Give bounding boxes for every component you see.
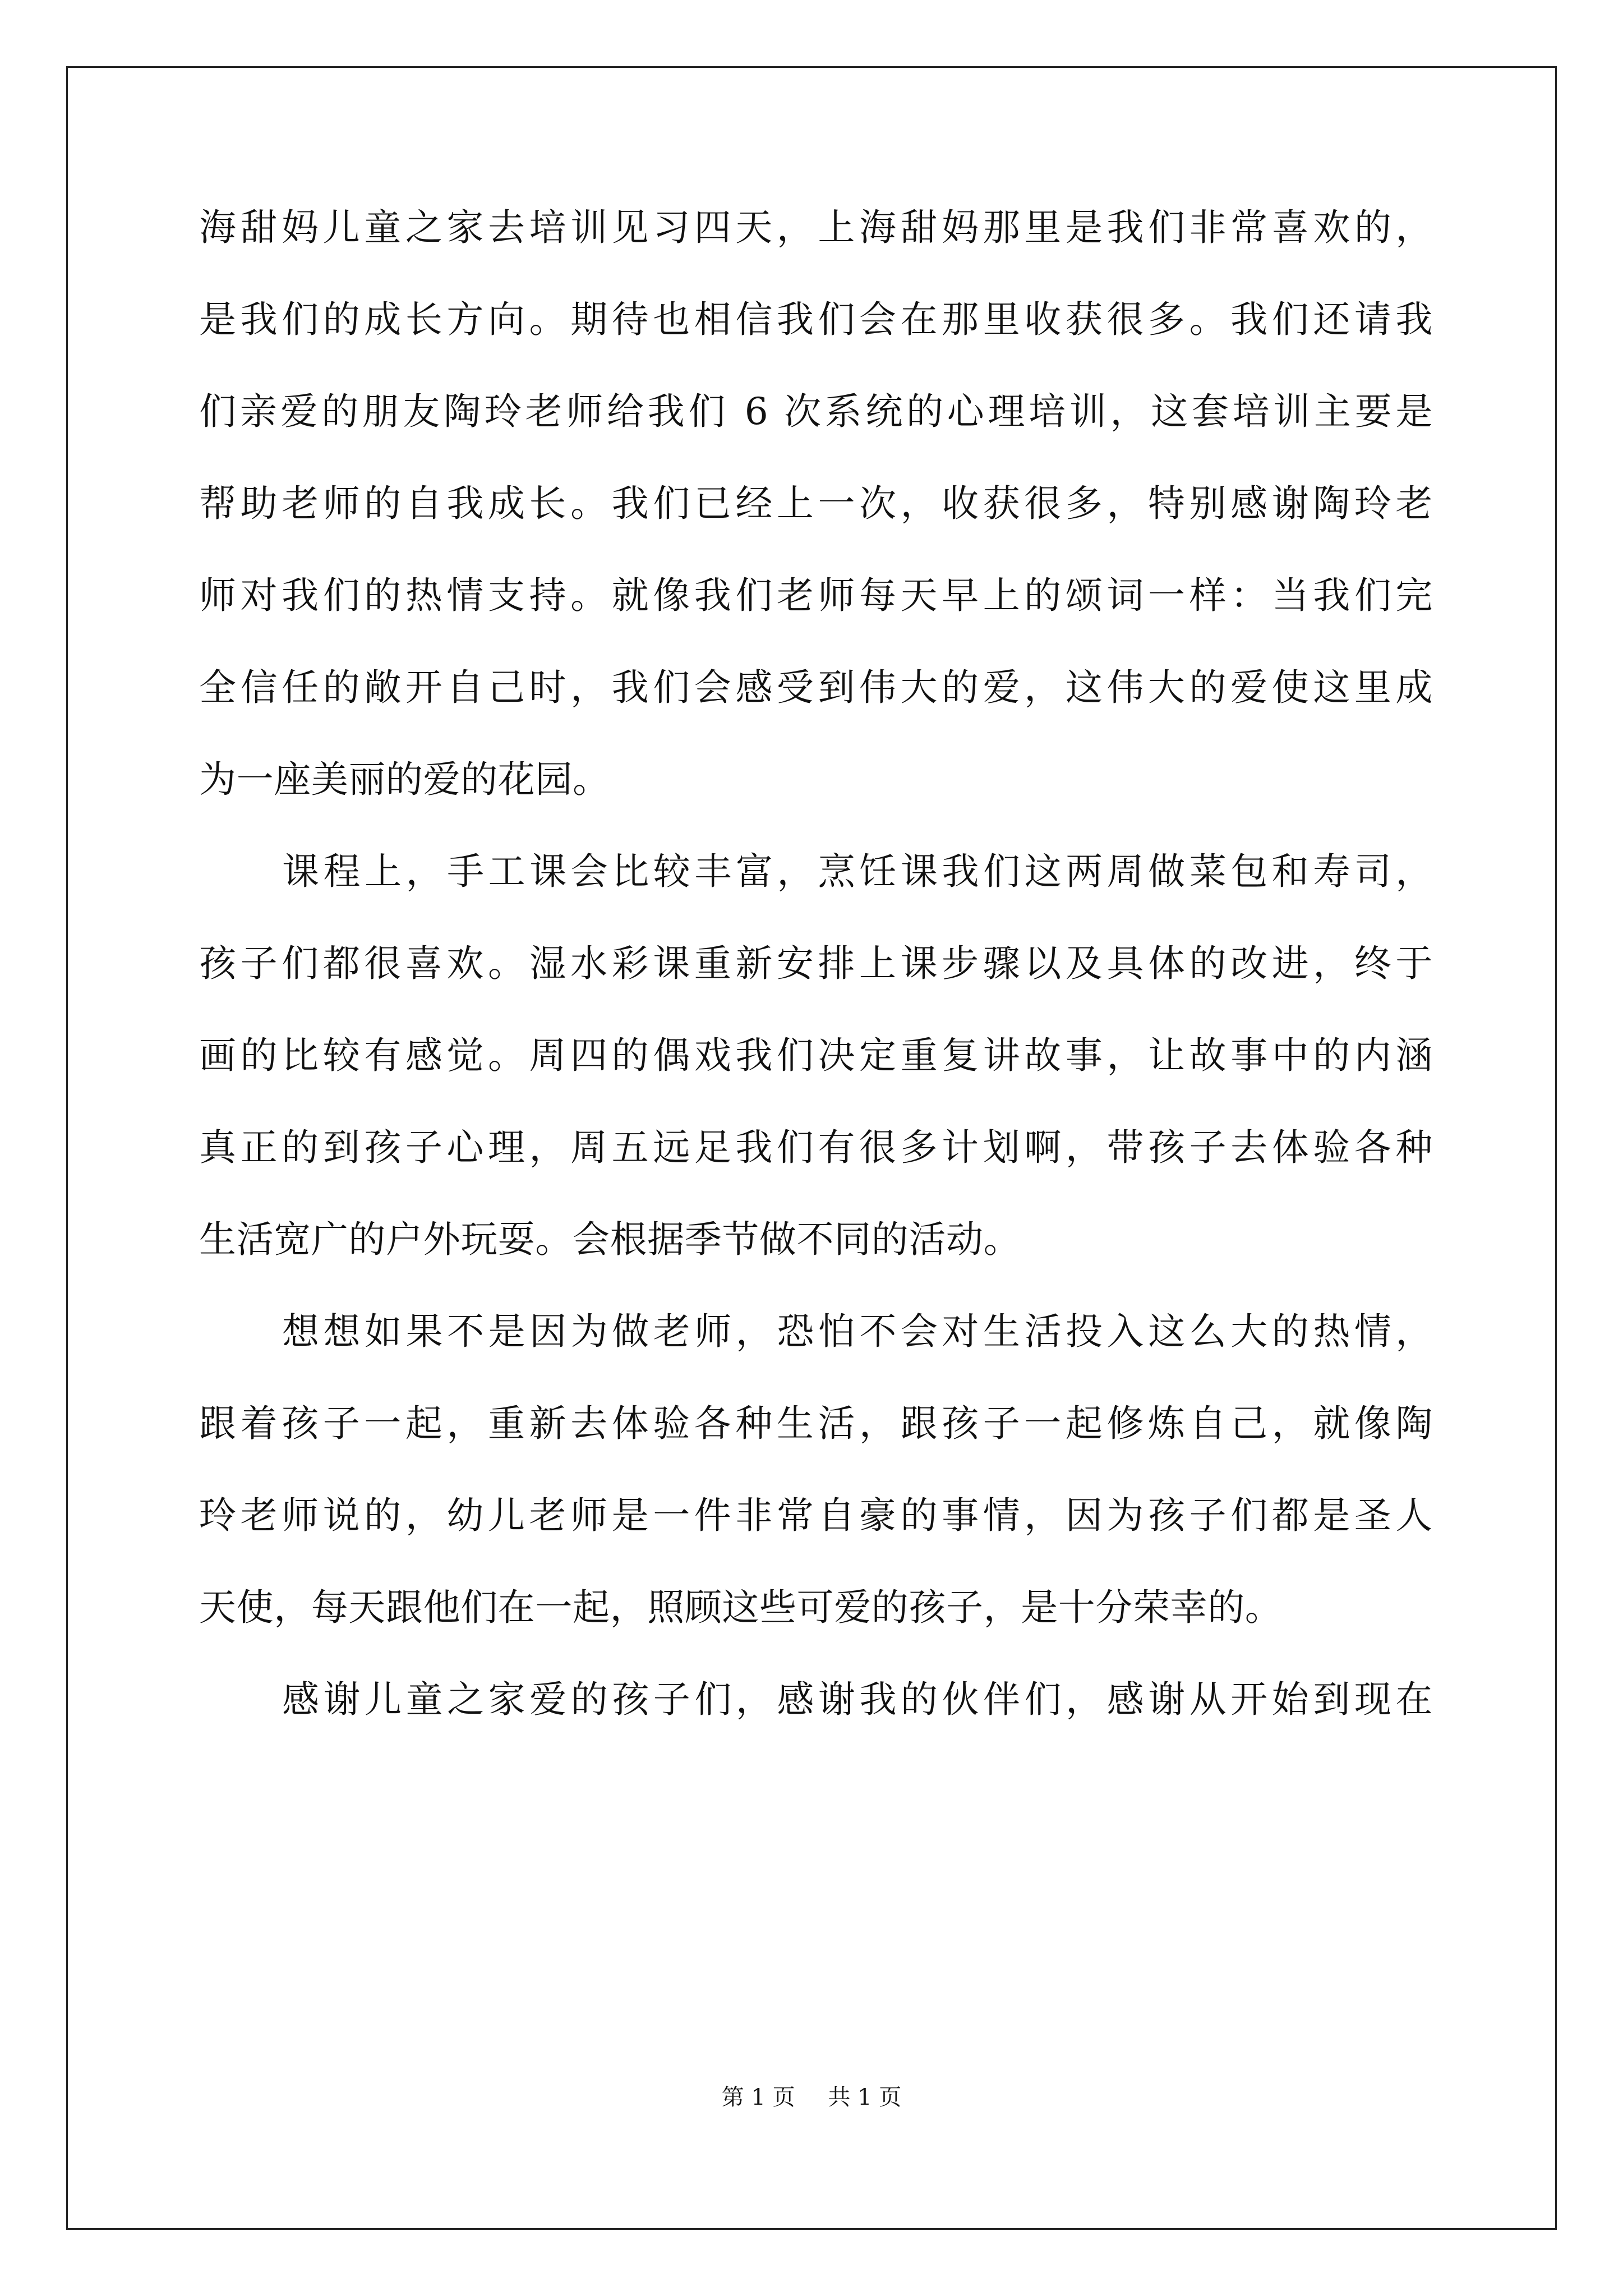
page-footer [0,2083,1623,2111]
text-line: 生活宽广的户外玩耍。会根据季节做不同的活动。 [199,1218,1021,1261]
page-number: 第 1 页 [721,2085,795,2110]
text-line: 玲老师说的，幼儿老师是一件非常自豪的事情，因为孩子们都是圣人 [199,1494,1433,1537]
text-line: 天使，每天跟他们在一起，照顾这些可爱的孩子，是十分荣幸的。 [199,1586,1283,1629]
paragraph-first-line: 感谢儿童之家爱的孩子们，感谢我的伙伴们，感谢从开始到现在 [282,1678,1433,1721]
text-line: 画的比较有感觉。周四的偶戏我们决定重复讲故事，让故事中的内涵 [199,1034,1433,1077]
text-line: 师对我们的热情支持。就像我们老师每天早上的颂词一样：当我们完 [199,574,1433,617]
text-line: 孩子们都很喜欢。湿水彩课重新安排上课步骤以及具体的改进，终于 [199,942,1433,985]
text-line: 是我们的成长方向。期待也相信我们会在那里收获很多。我们还请我 [199,298,1433,341]
text-line: 海甜妈儿童之家去培训见习四天，上海甜妈那里是我们非常喜欢的， [199,206,1433,249]
text-line: 全信任的敞开自己时，我们会感受到伟大的爱，这伟大的爱使这里成 [199,666,1433,709]
text-line: 跟着孩子一起，重新去体验各种生活，跟孩子一起修炼自己，就像陶 [199,1402,1433,1445]
paragraph-first-line: 课程上，手工课会比较丰富，烹饪课我们这两周做菜包和寿司， [282,850,1433,893]
text-line: 帮助老师的自我成长。我们已经上一次，收获很多，特别感谢陶玲老 [199,482,1433,525]
page-total: 共 1 页 [828,2085,902,2110]
paragraph-first-line: 想想如果不是因为做老师，恐怕不会对生活投入这么大的热情， [282,1310,1433,1353]
text-line: 们亲爱的朋友陶玲老师给我们 6 次系统的心理培训，这套培训主要是 [199,390,1433,433]
text-line: 真正的到孩子心理，周五远足我们有很多计划啊，带孩子去体验各种 [199,1126,1433,1169]
text-line: 为一座美丽的爱的花园。 [199,758,610,801]
document-body [199,205,1433,1769]
